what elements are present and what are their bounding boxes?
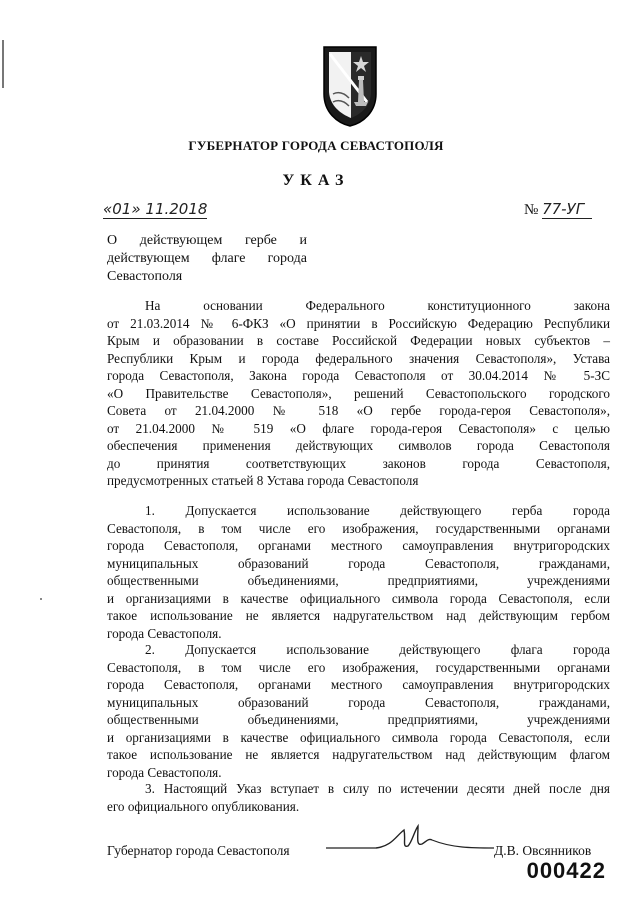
scan-speck (40, 598, 42, 600)
clause-1-line: города Севастополя. (107, 625, 222, 641)
clause-1-line: Севастополя, в том числе его изображения, государственными органами (107, 520, 610, 536)
clause-1-paragraph (107, 502, 610, 642)
scan-margin-mark (2, 40, 4, 88)
signatory-position: Губернатор города Севастополя (107, 843, 290, 858)
sevastopol-coat-of-arms-icon (321, 44, 379, 128)
clause-2-line: Севастополя, в том числе его изображения, государственными органами (107, 659, 610, 675)
date-handwritten: «01» 11.2018 (103, 200, 208, 218)
preamble-line: обеспечения применения действующих символов города Севастополя (107, 438, 610, 453)
signatory-name: Д.В. Овсянников (494, 843, 592, 858)
clause-1-line: общественными объединениями, предприятиями, учреждениями (107, 573, 610, 588)
decree-subject (107, 232, 307, 286)
clause-1-line: и организациями в качестве официального символа города Севастополя, если (107, 590, 610, 606)
registration-number: 000422 (526, 858, 606, 883)
decree-number (524, 200, 592, 219)
clause-3-line: его официального опубликования. (107, 798, 300, 814)
preamble-paragraph (107, 297, 610, 490)
clause-2-line: такое использование не является надругательством над действующим флагом (107, 747, 610, 762)
number-prefix: № (524, 202, 539, 218)
document-type-title: УКАЗ (282, 172, 350, 189)
issuing-authority-title: ГУБЕРНАТОР ГОРОДА СЕВАСТОПОЛЯ (188, 138, 444, 153)
clause-2-line: города Севастополя. (107, 764, 222, 780)
clause-3-paragraph (107, 780, 610, 815)
preamble-line: от 21.03.2014 № 6-ФКЗ «О принятии в Российскую Федерацию Республики (107, 315, 610, 331)
clause-1-line: муниципальных образований города Севастополя, гражданами, (107, 555, 610, 571)
clause-2-line: и организациями в качестве официального символа города Севастополя, если (107, 729, 610, 745)
subject-line: действующем флаге города (107, 251, 307, 266)
number-handwritten: 77-УГ (542, 200, 592, 219)
preamble-line: от 21.04.2000 № 519 «О флаге города-героя Севастополя» с целью (107, 420, 610, 436)
preamble-line: до принятия соответствующих законов города Севастополя, (107, 455, 610, 471)
subject-line: О действующем гербе и (107, 233, 307, 248)
clause-1-line: такое использование не является надругательством над действующим гербом (107, 608, 610, 623)
clause-2-line: 2. Допускается использование действующего флага города (145, 642, 610, 657)
clause-3-line: 3. Настоящий Указ вступает в силу по истечении десяти дней после дня (145, 781, 610, 796)
preamble-line: На основании Федерального конституционного закона (145, 298, 610, 313)
preamble-line: Совета от 21.04.2000 № 518 «О гербе города-героя Севастополя», (107, 403, 610, 418)
clause-2-line: города Севастополя, органами местного самоуправления внутригородских (107, 677, 610, 692)
clause-2-line: муниципальных образований города Севастополя, гражданами, (107, 694, 610, 710)
preamble-line: Крым и образовании в составе Российской Федерации новых субъектов – (107, 333, 610, 348)
clause-2-paragraph (107, 641, 610, 781)
subject-line: Севастополя (107, 269, 183, 284)
clause-2-line: общественными объединениями, предприятиями, учреждениями (107, 712, 610, 727)
clause-1-line: города Севастополя, органами местного самоуправления внутригородских (107, 538, 610, 553)
decree-date (103, 200, 207, 219)
handwritten-signature (322, 822, 498, 858)
preamble-line: предусмотренных статьей 8 Устава города Севастополя (107, 473, 419, 488)
preamble-line: «О Правительстве Севастополя», решений Севастопольского городского (107, 385, 610, 401)
preamble-line: Республики Крым и города федерального значения Севастополя», Устава (107, 350, 610, 366)
preamble-line: города Севастополя, Закона города Севастополя от 30.04.2014 № 5-ЗС (107, 368, 610, 383)
clause-1-line: 1. Допускается использование действующего герба города (145, 503, 610, 518)
